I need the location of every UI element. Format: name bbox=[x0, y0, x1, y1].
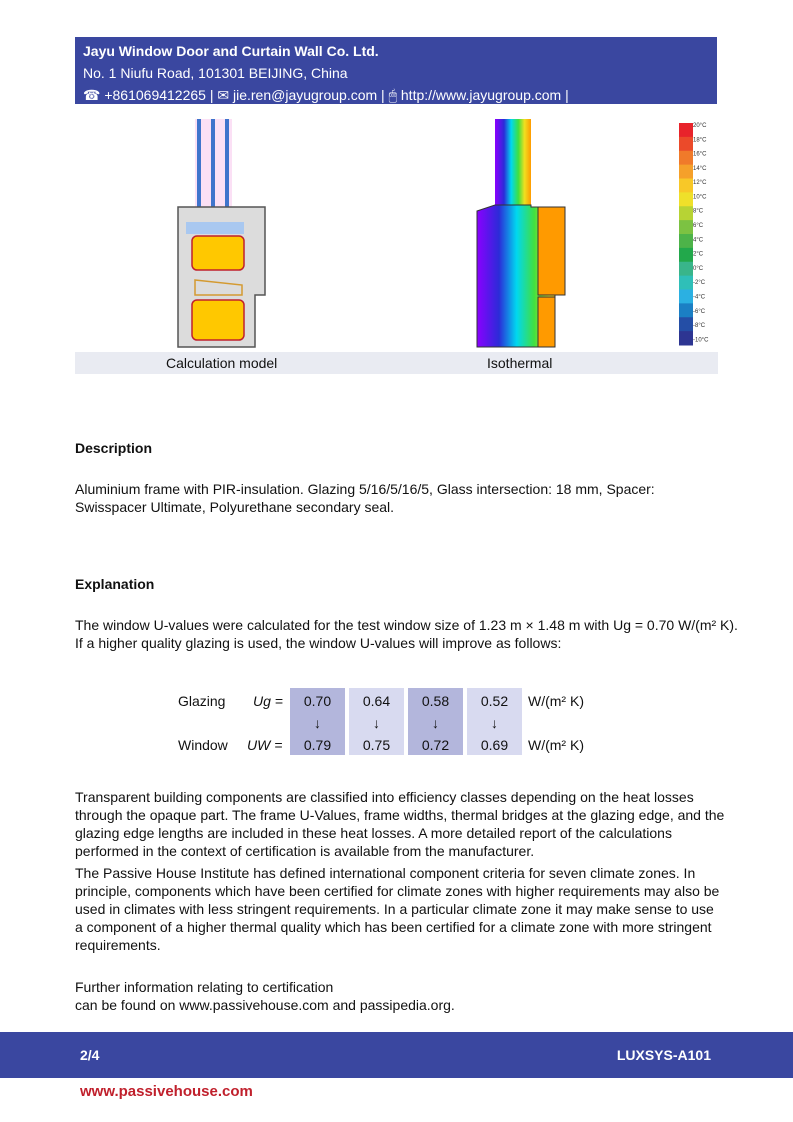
legend-swatch bbox=[679, 220, 693, 234]
explanation-intro-2: If a higher quality glazing is used, the window U-values will improve as follows: bbox=[75, 635, 562, 651]
arrow-down-icon: ↓ bbox=[373, 715, 380, 731]
legend-swatch bbox=[679, 276, 693, 290]
legend-swatch bbox=[679, 206, 693, 220]
company-name: Jayu Window Door and Curtain Wall Co. Ltd. bbox=[83, 43, 379, 59]
description-text: Aluminium frame with PIR-insulation. Glazing 5/16/5/16/5, Glass intersection: 18 mm, Spacer: Swisspacer Ultimate, Polyurethane secondary seal. bbox=[75, 481, 655, 515]
phone-icon: ☎ bbox=[83, 87, 101, 103]
legend-swatch bbox=[679, 317, 693, 331]
legend-swatch bbox=[679, 165, 693, 179]
company-address: No. 1 Niufu Road, 101301 BEIJING, China bbox=[83, 65, 348, 81]
ug-value: 0.58 bbox=[421, 693, 450, 709]
calculation-model-drawing bbox=[178, 119, 265, 347]
glazing-label: Glazing bbox=[178, 693, 226, 709]
legend-label: -4°C bbox=[693, 294, 706, 301]
legend-label: 20°C bbox=[693, 123, 707, 129]
legend-label: 14°C bbox=[693, 165, 707, 172]
arrow-down-icon: ↓ bbox=[314, 715, 321, 731]
component-code: LUXSYS-A101 bbox=[616, 1047, 711, 1063]
explanation-heading: Explanation bbox=[75, 576, 155, 592]
figures bbox=[75, 115, 718, 375]
ug-symbol: Ug = bbox=[253, 693, 283, 709]
page-number: 2/4 bbox=[80, 1047, 100, 1063]
legend-label: -8°C bbox=[693, 323, 706, 330]
legend-swatch bbox=[679, 179, 693, 193]
website[interactable]: http://www.jayugroup.com bbox=[400, 87, 562, 103]
legend-swatch bbox=[679, 262, 693, 276]
efficiency-paragraph: Transparent building components are classified into efficiency classes depending on the heat losses through the opaque part. The frame U-Values, frame widths, thermal bridges at the glazing edge, and the glazing edge lengths are included in these heat losses. A more detailed report of the calculations performed in the context of certification is available from the manufacturer. bbox=[75, 789, 725, 859]
description-heading: Description bbox=[75, 440, 153, 456]
further-info-2: can be found on www.passivehouse.com and passipedia.org. bbox=[75, 997, 455, 1013]
footer-band bbox=[0, 1032, 793, 1078]
arrow-down-icon: ↓ bbox=[491, 715, 498, 731]
unit-uw: W/(m² K) bbox=[528, 737, 584, 753]
legend-swatch bbox=[679, 303, 693, 317]
caption-isothermal: Isothermal bbox=[487, 355, 553, 371]
legend-label: 2°C bbox=[693, 251, 704, 258]
legend-label: 6°C bbox=[693, 223, 704, 230]
legend-label: 16°C bbox=[693, 151, 707, 158]
u-value-column bbox=[467, 688, 522, 755]
legend-swatch bbox=[679, 248, 693, 262]
email[interactable]: jie.ren@jayugroup.com bbox=[233, 87, 378, 103]
legend-swatch bbox=[679, 137, 693, 151]
legend-swatch bbox=[679, 234, 693, 248]
explanation-intro-1: The window U-values were calculated for the test window size of 1.23 m × 1.48 m with Ug = 0.70 W/(m² K). bbox=[75, 617, 738, 633]
ug-value: 0.70 bbox=[303, 693, 332, 709]
legend-swatch bbox=[679, 290, 693, 304]
further-info-1: Further information relating to certification bbox=[75, 979, 334, 995]
legend-label: 8°C bbox=[693, 208, 704, 215]
uw-value: 0.75 bbox=[362, 737, 391, 753]
legend-label: 0°C bbox=[693, 265, 704, 272]
web-icon: 🖱 bbox=[388, 87, 397, 103]
isothermal-drawing bbox=[477, 119, 565, 347]
legend-label: 4°C bbox=[693, 237, 704, 244]
uw-symbol: UW = bbox=[247, 737, 283, 753]
unit-ug: W/(m² K) bbox=[528, 693, 584, 709]
legend-label: -10°C bbox=[693, 337, 709, 344]
arrow-down-icon: ↓ bbox=[432, 715, 439, 731]
legend-label: -6°C bbox=[693, 308, 706, 315]
temperature-legend bbox=[679, 123, 709, 346]
legend-swatch bbox=[679, 151, 693, 165]
legend-label: -2°C bbox=[693, 280, 706, 287]
figure-captions bbox=[75, 352, 718, 374]
phone: +861069412265 bbox=[104, 87, 206, 103]
legend-label: 18°C bbox=[693, 137, 707, 144]
ug-value: 0.52 bbox=[480, 693, 509, 709]
legend-label: 10°C bbox=[693, 194, 707, 201]
legend-swatch bbox=[679, 192, 693, 206]
u-value-column bbox=[349, 688, 404, 755]
uw-value: 0.79 bbox=[303, 737, 332, 753]
legend-swatch bbox=[679, 331, 693, 345]
mail-icon: ✉ bbox=[217, 87, 230, 103]
legend-swatch bbox=[679, 123, 693, 137]
window-label: Window bbox=[178, 737, 228, 753]
footer-website[interactable]: www.passivehouse.com bbox=[80, 1083, 253, 1100]
u-value-column bbox=[290, 688, 345, 755]
uw-value: 0.69 bbox=[480, 737, 509, 753]
caption-calculation-model: Calculation model bbox=[166, 355, 278, 371]
ug-value: 0.64 bbox=[362, 693, 391, 709]
u-value-column bbox=[408, 688, 463, 755]
legend-label: 12°C bbox=[693, 180, 707, 187]
uw-value: 0.72 bbox=[421, 737, 450, 753]
climate-zones-paragraph: The Passive House Institute has defined international component criteria for seven climate zones. In principle, components which have been certified for climate zones with higher requirements may also be used in climates with less stringent requirements. In a particular climate zone it may make sense to use a component of a higher thermal quality which has been certified for a climate zone with more stringent requirements. bbox=[75, 865, 720, 953]
company-header: Jayu Window Door and Curtain Wall Co. Ltd. No. 1 Niufu Road, 101301 BEIJING, China ☎ +861069412265 | ✉ jie.ren@jayugroup.com | 🖱 http://www.jayugroup.com | bbox=[75, 37, 717, 104]
